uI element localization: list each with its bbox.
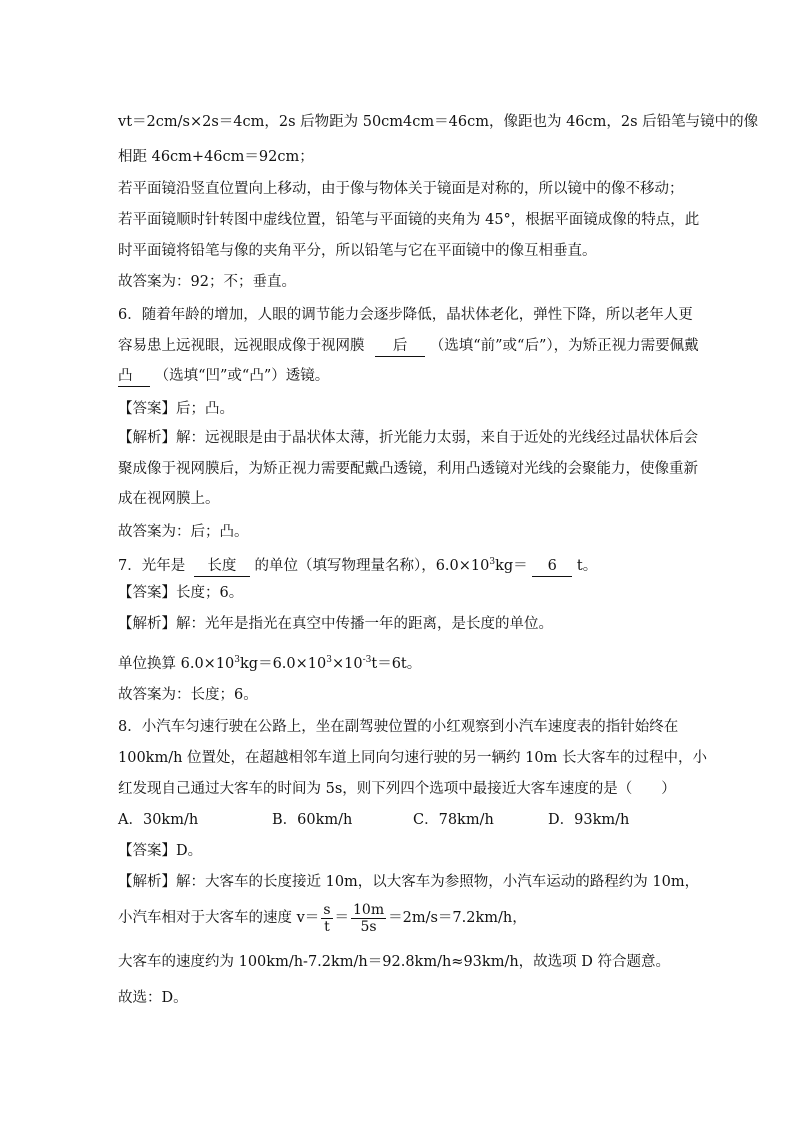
- text-segment: t。: [576, 557, 598, 574]
- question-6-text: [118, 336, 699, 357]
- text-segment: ＝2m/s＝7.2km/h，: [388, 910, 527, 926]
- answer-blank: 长度: [194, 556, 250, 577]
- superscript: 3: [489, 557, 496, 567]
- text-segment: t＝6t。: [371, 655, 422, 672]
- answer-blank: 6: [532, 556, 572, 577]
- text-line: 相距 46cm+46cm＝92cm；: [118, 149, 314, 165]
- text-line: 若平面镜顺时针转图中虚线位置，铅笔与平面镜的夹角为 45°，根据平面镜成像的特点，此: [118, 212, 700, 228]
- final-answer-line: 故选：D。: [118, 990, 188, 1006]
- final-answer-line: 故答案为：长度；6。: [118, 687, 258, 703]
- text-line: 若平面镜沿竖直位置向上移动，由于像与物体关于镜面是对称的，所以镜中的像不移动；: [118, 181, 684, 197]
- explanation-line: 【解析】解：光年是指光在真空中传播一年的距离，是长度的单位。: [118, 616, 553, 632]
- answer-line: 故答案为：92；不；垂直。: [118, 274, 296, 290]
- options-row: [118, 810, 678, 830]
- text-segment: 单位换算 6.0×10: [118, 655, 235, 672]
- answer-line: 【答案】长度；6。: [118, 585, 244, 601]
- fraction-numerator: 10m: [353, 901, 385, 918]
- text-line: vt＝2cm/s×2s＝4cm，2s 后物距为 50cm4cm＝46cm，像距也为 46cm，2s 后铅笔与镜中的像: [118, 114, 759, 130]
- question-6-text: 6．随着年龄的增加，人眼的调节能力会逐步降低，晶状体老化，弹性下降，所以老年人更: [118, 307, 693, 323]
- fraction: [351, 902, 386, 935]
- text-segment: kg＝: [495, 557, 528, 574]
- text-segment: 容易患上远视眼，远视眼成像于视网膜: [118, 338, 365, 354]
- question-6-text: [118, 366, 329, 387]
- explanation-line: [118, 650, 421, 674]
- fraction: [321, 902, 332, 935]
- explanation-line: 【解析】解：大客车的长度接近 10m，以大客车为参照物，小汽车运动的路程约为 10m，: [118, 874, 700, 890]
- fraction-denominator: t: [324, 918, 330, 935]
- option-a: A．30km/h: [118, 812, 199, 828]
- superscript: -3: [362, 655, 372, 665]
- text-segment: ×10: [331, 655, 363, 672]
- fraction-denominator: 5s: [360, 918, 377, 935]
- answer-line: 【答案】D。: [118, 843, 203, 859]
- explanation-line: 聚成像于视网膜后，为矫正视力需要配戴凸透镜，利用凸透镜对光线的会聚能力，使像重新: [118, 461, 698, 477]
- answer-blank: 后: [375, 336, 425, 357]
- text-segment: 小汽车相对于大客车的速度 v＝: [118, 910, 320, 926]
- answer-blank: 凸: [118, 366, 150, 387]
- text-line: 时平面镜将铅笔与像的夹角平分，所以铅笔与它在平面镜中的像互相垂直。: [118, 243, 597, 259]
- final-answer-line: 故答案为：后；凸。: [118, 524, 249, 540]
- question-8-text: 100km/h 位置处，在超越相邻车道上同向匀速行驶的另一辆约 10m 长大客车的过程中，小: [118, 750, 707, 766]
- text-segment: （选填“凹”或“凸”）透镜。: [154, 368, 330, 384]
- superscript: 3: [326, 655, 332, 665]
- option-b: B．60km/h: [272, 812, 353, 828]
- text-segment: 的单位（填写物理量名称），6.0×10: [254, 557, 490, 574]
- question-8-text: 8．小汽车匀速行驶在公路上，坐在副驾驶位置的小红观察到小汽车速度表的指针始终在: [118, 719, 679, 735]
- fraction-numerator: s: [323, 901, 331, 918]
- superscript: 3: [234, 655, 241, 665]
- text-segment: （选填“前”或“后”），为矫正视力需要佩戴: [429, 338, 699, 354]
- text-segment: kg＝6.0×10: [240, 655, 327, 672]
- explanation-line: 【解析】解：远视眼是由于晶状体太薄，折光能力太弱，来自于近处的光线经过晶状体后会: [118, 430, 698, 446]
- answer-line: 【答案】后；凸。: [118, 401, 234, 417]
- option-c: C．78km/h: [413, 812, 494, 828]
- text-segment: 7．光年是: [118, 557, 186, 574]
- explanation-line: 成在视网膜上。: [118, 491, 220, 507]
- text-segment: ＝: [334, 910, 349, 926]
- explanation-line: [118, 900, 527, 936]
- question-7-text: [118, 552, 597, 577]
- question-8-text: 红发现自己通过大客车的时间为 5s，则下列四个选项中最接近大客车速度的是（ ）: [118, 781, 676, 797]
- option-d: D．93km/h: [548, 812, 630, 828]
- explanation-line: 大客车的速度约为 100km/h-7.2km/h＝92.8km/h≈93km/h，故选项 D 符合题意。: [118, 954, 671, 970]
